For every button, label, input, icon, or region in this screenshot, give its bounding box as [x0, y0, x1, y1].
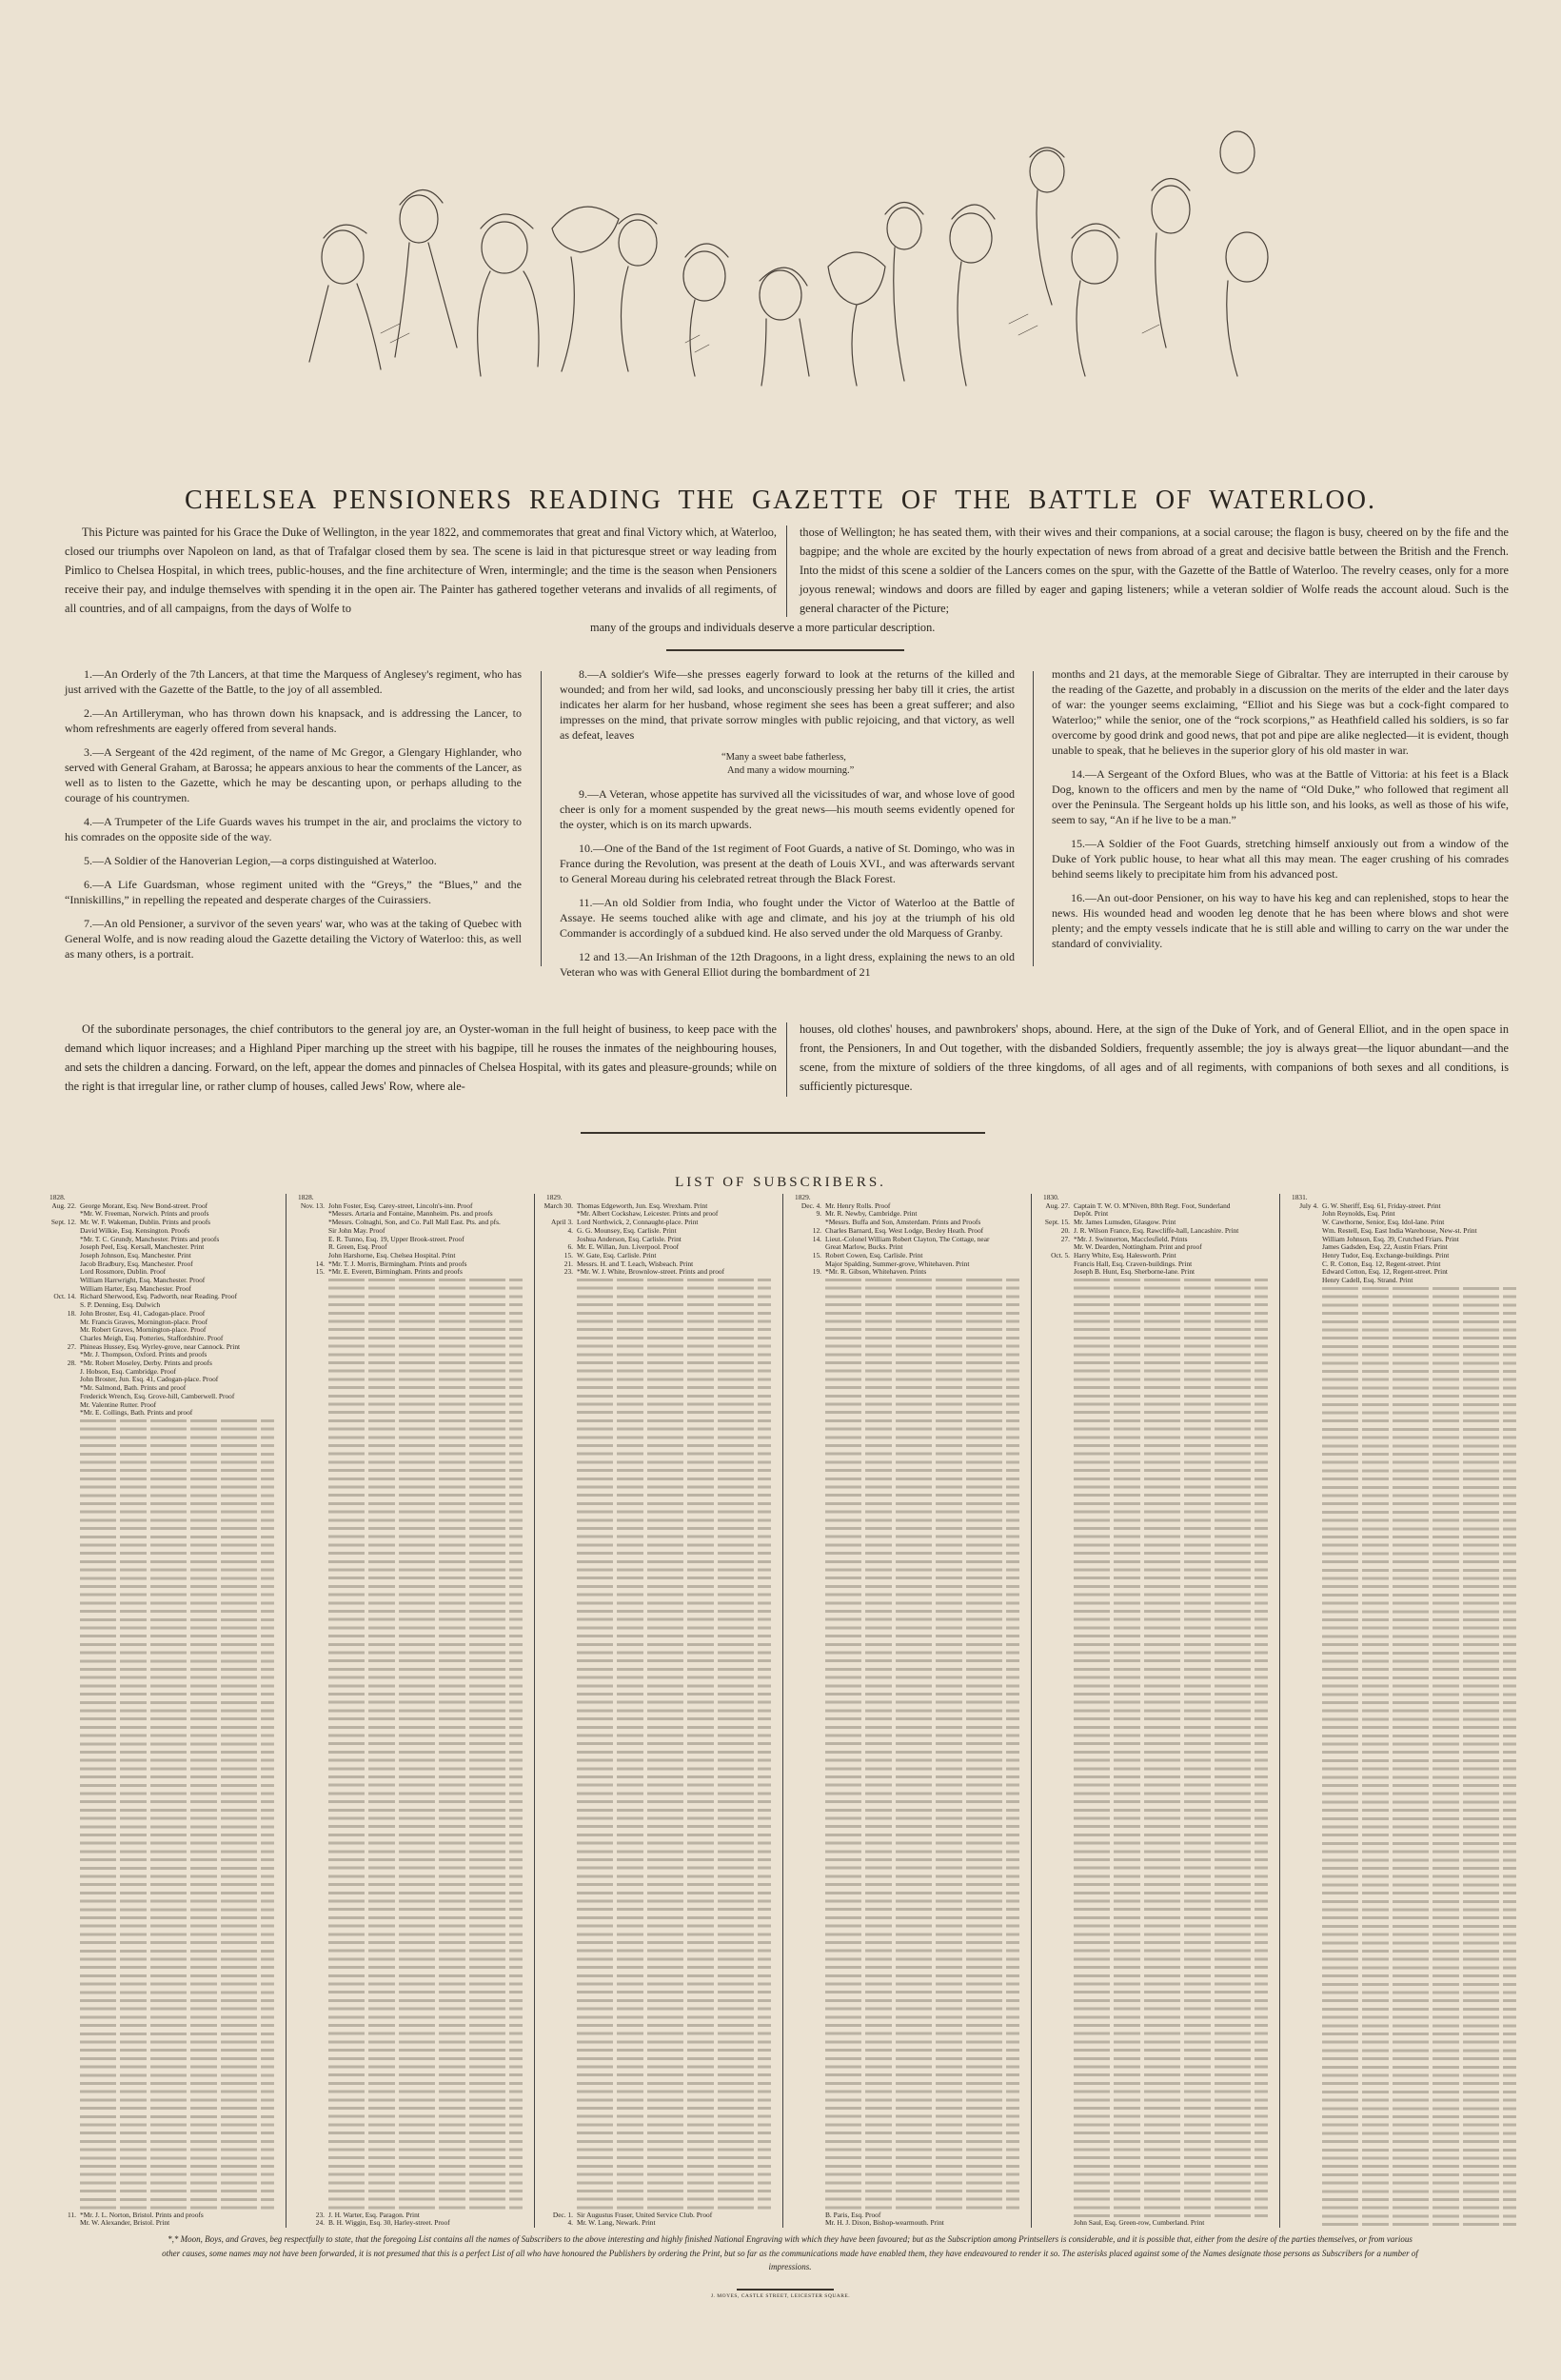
- entry-date: March 30.: [543, 1200, 573, 1210]
- entry-date: 20.: [1060, 1225, 1070, 1235]
- entry-date: Oct. 14.: [53, 1292, 76, 1301]
- entry-name: *Mr. J. L. Norton, Bristol. Prints and proofs: [80, 2210, 204, 2219]
- entry-name: W. Cawthorne, Senior, Esq. Idol-lane. Print: [1322, 1218, 1445, 1227]
- subordinate-text-left: Of the subordinate personages, the chief contributors to the general joy are, an Oyster-woman in the full height of business, to keep pace with the demand which liquor increases; and a Highland Piper marching up the street with his bagpipe, till he rouses the inmates of the neighbouring houses, and sets the children a dancing. Forward, on the left, appear the domes and pinnacles of Chelsea Hospital, with its gates and pleasure-grounds; while on the right is that irregular line, or rather clump of houses, called Jews' Row, where ale-: [65, 1022, 777, 1093]
- verse-line-2: And many a widow mourning.”: [727, 765, 855, 776]
- entry-date: 15.: [812, 1250, 821, 1259]
- entry-name: Mr. James Lumsden, Glasgow. Print: [1074, 1218, 1176, 1227]
- column-divider: [786, 1022, 787, 1097]
- entry-date: Sept. 15.: [1044, 1218, 1070, 1227]
- entry-date: [292, 1210, 328, 1219]
- entry-date: [1286, 1268, 1322, 1277]
- entry-name: Joseph Peel, Esq. Kersall, Manchester. Print: [80, 1242, 205, 1252]
- entry-date: 15.: [315, 1267, 325, 1277]
- subscriber-year: 1829.: [795, 1194, 811, 1201]
- entry-date: [1037, 2219, 1074, 2228]
- entry-name: *Messrs. Buffa and Son, Amsterdam. Prints and Proofs: [825, 1218, 981, 1227]
- subscriber-entry: [44, 1409, 280, 1418]
- entry-date: 14.: [315, 1259, 325, 1268]
- entry-name: E. R. Tunno, Esq. 19, Upper Brook-street. Proof: [328, 1234, 464, 1243]
- entry-date: [1286, 1227, 1322, 1236]
- entry-name: Harry White, Esq. Halesworth. Print: [1074, 1250, 1176, 1259]
- entry-name: Robert Cowen, Esq. Carlisle. Print: [825, 1250, 923, 1259]
- subscriber-column: [1031, 1194, 1279, 2228]
- entry-date: [44, 1368, 80, 1377]
- entry-name: Mr. R. Newby, Cambridge. Print: [825, 1209, 918, 1219]
- entry-name: John Reynolds, Esq. Print: [1322, 1209, 1395, 1219]
- description-column-1: [65, 666, 522, 970]
- description-item-16: 16.—An out-door Pensioner, on his way to have his keg and can replenished, stops to hear the news. His wounded head and wooden leg denote that he has been where blows and shot were plenty; and the empty vessels indicate that he is still able and willing to carry on the war under the standard of conviviality.: [1052, 891, 1509, 950]
- entry-date: Aug. 27.: [1045, 1200, 1070, 1210]
- sketch-figures-left: [309, 189, 657, 376]
- entry-name: Messrs. H. and T. Leach, Wisbeach. Print: [577, 1259, 694, 1268]
- entry-name: B. H. Wiggin, Esq. 30, Harley-street. Proof: [328, 2218, 450, 2228]
- entry-date: [44, 1409, 80, 1418]
- illegible-entries-filler: [80, 1419, 274, 2210]
- subscriber-entry: [292, 1268, 528, 1277]
- entry-name: S. P. Denning, Esq. Dulwich: [80, 1300, 161, 1310]
- subscriber-entry: [789, 1268, 1025, 1277]
- description-item-8: 8.—A soldier's Wife—she presses eagerly forward to look at the returns of the killed and wounded; and from her wild, sad looks, and unconsciously pressing her baby till it cries, the artist indicates her alarm for her husband, whose regiment she sees has been a great sufferer; and also impresses on the mind, that private sorrow mingles with public rejoicing, and that victory, as well as defeat, leaves: [560, 667, 1015, 742]
- subscriber-entry: [1037, 1268, 1274, 1277]
- entry-name: Lord Rossmore, Dublin. Proof: [80, 1267, 167, 1277]
- entry-name: *Mr. E. Collings, Bath. Prints and proof: [80, 1408, 193, 1418]
- column-divider: [541, 671, 542, 966]
- entry-date: Sept. 12.: [50, 1218, 76, 1227]
- printer-imprint: J. MOYES, CASTLE STREET, LEICESTER SQUARE.: [710, 2293, 851, 2299]
- entry-date: 4.: [567, 1225, 573, 1235]
- description-item-3: 3.—A Sergeant of the 42d regiment, of the name of Mc Gregor, a Glengary Highlander, who served with General Graham, at Barossa; he appears anxious to hear the comments of the Lancer, as well as to listen to the Gazette, which he may be descanting upon, or perhaps alluding to the courage of his countrymen.: [65, 745, 523, 804]
- intro-closing-line: many of the groups and individuals deserve a more particular description.: [590, 621, 936, 634]
- section-rule: [666, 649, 904, 651]
- entry-date: Nov. 13.: [300, 1200, 325, 1210]
- entry-name: Mr. Robert Graves, Mornington-place. Proof: [80, 1325, 207, 1335]
- entry-name: *Messrs. Artaria and Fontaine, Mannheim. Pts. and proofs: [328, 1209, 493, 1219]
- entry-date: [1286, 1219, 1322, 1227]
- entry-date: July 4.: [1299, 1200, 1318, 1210]
- verse-line-1: “Many a sweet babe fatherless,: [721, 752, 846, 763]
- intro-left-column: [65, 523, 777, 618]
- subscriber-year: 1828.: [49, 1194, 66, 1201]
- subscriber-entry: [44, 2219, 280, 2228]
- entry-name: Joseph Johnson, Esq. Manchester. Print: [80, 1250, 191, 1259]
- entry-date: Oct. 5.: [1051, 1250, 1070, 1259]
- entry-date: [44, 1393, 80, 1401]
- entry-name: Mr. H. J. Dixon, Bishop-wearmouth. Print: [825, 2218, 944, 2228]
- entry-name: James Gadsden, Esq. 22, Austin Friars. Print: [1322, 1242, 1448, 1252]
- entry-date: [44, 1277, 80, 1285]
- subscriber-year: 1829.: [546, 1194, 563, 1201]
- entry-name: Joshua Anderson, Esq. Carlisle. Print: [577, 1234, 682, 1243]
- entry-name: John Foster, Esq. Carey-street, Lincoln's-inn. Proof: [328, 1200, 473, 1210]
- description-item-4: 4.—A Trumpeter of the Life Guards waves his trumpet in the air, and proclaims the victory to his comrades on the opposite side of the way.: [65, 815, 522, 843]
- entry-name: *Mr. E. Everett, Birmingham. Prints and proofs: [328, 1267, 463, 1277]
- subscribers-list: [38, 1194, 1528, 2228]
- intro-text-left: This Picture was painted for his Grace the Duke of Wellington, in the year 1822, and commemorates that great and final Victory which, at Waterloo, closed our triumphs over Napoleon on land, as that of Trafalgar closed them by sea. The scene is laid in that picturesque street or way leading from Pimlico to Chelsea Hospital, in which trees, public-houses, and the fine architecture of Wren, intermingle; and the time is the season when Pensioners receive their pay, and indulge themselves with spending it in the open air. The Painter has gathered together veterans and invalids of all regiments, of all countries, and of all campaigns, from the days of Wolfe to: [65, 526, 777, 615]
- description-item-2: 2.—An Artilleryman, who has thrown down his knapsack, and is addressing the Lancer, to whom refreshments are eagerly offered from several hands.: [65, 706, 522, 735]
- entry-name: C. R. Cotton, Esq. 12, Regent-street. Print: [1322, 1259, 1441, 1268]
- entry-name: Mr. W. Lang, Newark. Print: [577, 2218, 656, 2228]
- entry-name: R. Green, Esq. Proof: [328, 1242, 387, 1252]
- sketch-figures-right: [950, 131, 1268, 386]
- subordinate-right-column: [800, 1020, 1509, 1096]
- description-item-1: 1.—An Orderly of the 7th Lancers, at that time the Marquess of Anglesey's regiment, who has just arrived with the Gazette of the Battle, to the joy of all assembled.: [65, 667, 522, 696]
- description-item-6: 6.—A Life Guardsman, whose regiment united with the “Greys,” the “Blues,” and the “Inniskillins,” in repelling the repeated and desperate charges of the Cuirassiers.: [65, 878, 522, 906]
- entry-date: [1286, 1260, 1322, 1269]
- description-column-2: [560, 666, 1015, 988]
- entry-name: Mr. W. Alexander, Bristol. Print: [80, 2218, 170, 2228]
- description-item-15: 15.—A Soldier of the Foot Guards, stretching himself anxiously out from a window of the Duke of York public house, to hear what all this may mean. The eager crushing of his comrades behind seems likely to precipitate him from his advanced post.: [1052, 837, 1509, 881]
- entry-name: Mr. Henry Rolls. Proof: [825, 1200, 891, 1210]
- subscriber-entry: [292, 2219, 528, 2228]
- illegible-entries-filler: [1074, 1279, 1268, 2217]
- entry-date: 6.: [567, 1242, 573, 1252]
- illegible-entries-filler: [1322, 1287, 1516, 2226]
- description-item-11: 11.—An old Soldier from India, who fought under the Victor of Waterloo at the Battle of Assaye. He seems touched alike with age and climate, and his joy at the triumph of his old Commander is accordingly of a subdued kind. He also served under the old Marquess of Granby.: [560, 896, 1015, 940]
- entry-date: April 3.: [551, 1218, 573, 1227]
- entry-name: J. H. Warter, Esq. Paragon. Print: [328, 2210, 420, 2219]
- subordinate-left-column: [65, 1020, 777, 1096]
- entry-name: Charles Meigh, Esq. Potteries, Staffordshire. Proof: [80, 1333, 224, 1342]
- entry-date: 23.: [563, 1267, 573, 1277]
- section-rule: [581, 1132, 985, 1134]
- entry-name: J. R. Wilson France, Esq. Rawcliffe-hall, Lancashire. Print: [1074, 1225, 1239, 1235]
- entry-name: William Johnson, Esq. 39, Crutched Friars. Print: [1322, 1234, 1459, 1243]
- publishers-footnote: *,* Moon, Boys, and Graves, beg respectfully to state, that the foregoing List contains all the names of Subscribers to the above interesting and highly finished National Engraving with which they have been favoured; but as the Subscription among Printsellers is considerable, and it is possible that, either from the desire of the parties themselves, or from various other causes, some names may not have been forwarded, it is not presumed that this is a perfect List of all who have honoured the Publishers by ordering the Print, but so far as the communications made have enabled them, they have endeavoured to render it so. The asterisks placed against some of the Names designate those persons as Subscribers for a number of impressions.: [162, 2234, 1418, 2271]
- entry-name: Richard Sherwood, Esq. Padworth, near Reading. Proof: [80, 1292, 238, 1301]
- subscriber-column: [534, 1194, 782, 2228]
- entry-date: Dec. 4.: [800, 1200, 821, 1210]
- entry-name: William Harrwright, Esq. Manchester. Proof: [80, 1276, 206, 1285]
- entry-date: [44, 1236, 80, 1244]
- description-item-12-13-continued: months and 21 days, at the memorable Siege of Gibraltar. They are interrupted in their carouse by the reading of the Gazette, and probably in a discussion on the merits of the elder and the later days of war: the younger seems exclaiming, “Elliot and his Siege was but a cock-fight compared to Waterloo;” while the senior, one of the “rock scorpions,” as Heathfield called his soldiers, is so far overcome by good drink and good news, that pot and pipe are alike neglected—it is evident, though unable to speak, that he believes in the superior glory of his old master in war.: [1052, 667, 1509, 757]
- entry-name: G. G. Mounsey, Esq. Carlisle. Print: [577, 1225, 677, 1235]
- description-item-14: 14.—A Sergeant of the Oxford Blues, who was at the Battle of Vittoria: at his feet is a Black Dog, known to the officers and men by the name of “Old Duke,” who followed that regiment all over the Peninsula. The Sergeant holds up his little son, and his looks, as well as those of his wife, seem to say, “An if he live to be a man.”: [1052, 767, 1509, 826]
- subscriber-entry: [541, 1268, 777, 1277]
- entry-name: *Mr. R. Gibson, Whitehaven. Prints: [825, 1267, 927, 1277]
- entry-name: Jacob Bradbury, Esq. Manchester. Proof: [80, 1259, 193, 1268]
- entry-date: 15.: [563, 1250, 573, 1259]
- entry-date: 18.: [67, 1308, 76, 1318]
- subscriber-column: [286, 1194, 534, 2228]
- entry-name: Mr. E. Willan, Jun. Liverpool. Proof: [577, 1242, 680, 1252]
- entry-date: [44, 1252, 80, 1260]
- entry-name: John Harshorne, Esq. Chelsea Hospital. Print: [328, 1250, 456, 1259]
- entry-date: 9.: [816, 1209, 821, 1219]
- entry-date: Aug. 22.: [51, 1200, 76, 1210]
- entry-name: Joseph B. Hunt, Esq. Sherborne-lane. Print: [1074, 1267, 1195, 1277]
- subscriber-column: [782, 1194, 1031, 2228]
- entry-name: Captain T. W. O. M'Niven, 80th Regt. Foot, Sunderland: [1074, 1200, 1231, 1210]
- entry-date: 19.: [812, 1267, 821, 1277]
- entry-name: Thomas Edgeworth, Jun. Esq. Wrexham. Print: [577, 1200, 708, 1210]
- illegible-entries-filler: [577, 1279, 771, 2210]
- entry-name: John Broster, Jun. Esq. 41, Cadogan-place. Proof: [80, 1375, 219, 1384]
- entry-name: Wm. Restell, Esq. East India Warehouse, New-st. Print: [1322, 1225, 1477, 1235]
- page-title: CHELSEA PENSIONERS READING THE GAZETTE OF THE BATTLE OF WATERLOO.: [185, 486, 1376, 515]
- entry-name: *Mr. J. Thompson, Oxford. Prints and proofs: [80, 1350, 207, 1359]
- entry-name: *Mr. T. J. Morris, Birmingham. Prints and proofs: [328, 1259, 467, 1268]
- entry-date: 4.: [567, 2218, 573, 2228]
- entry-date: 14.: [812, 1234, 821, 1243]
- entry-date: 27.: [1060, 1234, 1070, 1243]
- entry-date: 11.: [68, 2210, 76, 2219]
- entry-name: *Mr. W. J. White, Brownlow-street. Prints and proof: [577, 1267, 725, 1277]
- engraving-sketch: [286, 114, 1294, 390]
- entry-name: J. Hobson, Esq. Cambridge. Proof: [80, 1366, 177, 1376]
- entry-date: [789, 2219, 825, 2228]
- subordinate-text-right: houses, old clothes' houses, and pawnbrokers' shops, abound. Here, at the sign of the Duke of York, and of General Elliot, and in the open space in front, the Pensioners, In and Out together, with the disbanded Soldiers, frequently assemble; the joy is always great—the liquor abundant—and the scene, from the mixture of soldiers of the three kingdoms, of all ages and of all regiments, with companions of both sexes and all conditions, is sufficiently picturesque.: [800, 1022, 1509, 1093]
- subscribers-heading: LIST OF SUBSCRIBERS.: [675, 1175, 886, 1190]
- entry-name: John Saul, Esq. Green-row, Cumberland. Print: [1074, 2218, 1205, 2228]
- entry-name: John Broster, Esq. 41, Cadogan-place. Proof: [80, 1308, 206, 1318]
- entry-date: [1037, 1260, 1074, 1269]
- entry-date: [44, 1401, 80, 1410]
- subscriber-column: [38, 1194, 286, 2228]
- description-item-7: 7.—An old Pensioner, a survivor of the seven years' war, who was at the taking of Quebec with General Wolfe, and is now reading aloud the Gazette detailing the Victory of Waterloo: this, as well as many others, is a portrait.: [65, 917, 522, 961]
- entry-name: *Mr. J. Swinnerton, Macclesfield. Prints: [1074, 1234, 1188, 1243]
- entry-name: *Mr. T. C. Grundy, Manchester. Prints and proofs: [80, 1234, 220, 1243]
- illegible-entries-filler: [328, 1279, 523, 2210]
- entry-name: G. W. Sheriff, Esq. 61, Friday-street. Print: [1322, 1200, 1441, 1210]
- entry-date: [292, 1219, 328, 1227]
- entry-date: [44, 1227, 80, 1236]
- entry-name: *Messrs. Colnaghi, Son, and Co. Pall Mall East. Pts. and pfs.: [328, 1218, 501, 1227]
- entry-date: [1286, 1243, 1322, 1252]
- entry-date: [44, 1268, 80, 1277]
- entry-name: Phineas Hussey, Esq. Wyrley-grove, near Cannock. Print: [80, 1341, 241, 1351]
- sketch-figures-center: [683, 203, 923, 387]
- entry-date: [44, 1243, 80, 1252]
- entry-date: [44, 2219, 80, 2228]
- entry-name: Mr. Valentine Rutter. Proof: [80, 1399, 157, 1409]
- entry-date: [292, 1227, 328, 1236]
- entry-name: George Morant, Esq. New Bond-street. Proof: [80, 1200, 208, 1210]
- entry-name: W. Gate, Esq. Carlisle. Print: [577, 1250, 657, 1259]
- intro-right-column: [800, 523, 1509, 618]
- sketch-hatching: [381, 314, 1159, 352]
- entry-date: [44, 1326, 80, 1335]
- entry-date: [1286, 1252, 1322, 1260]
- entry-name: *Mr. Albert Cockshaw, Leicester. Prints and proof: [577, 1209, 719, 1219]
- subscriber-entry: [1286, 1277, 1522, 1285]
- entry-name: Lieut.-Colonel William Robert Clayton, The Cottage, near: [825, 1234, 990, 1243]
- illegible-entries-filler: [825, 1279, 1019, 2210]
- entry-date: [789, 2211, 825, 2220]
- entry-date: 28.: [67, 1359, 76, 1368]
- entry-name: *Mr. Salmond, Bath. Prints and proof: [80, 1383, 187, 1393]
- entry-name: Francis Hall, Esq. Craven-buildings. Print: [1074, 1259, 1193, 1268]
- entry-date: [44, 1319, 80, 1327]
- description-item-9: 9.—A Veteran, whose appetite has survived all the vicissitudes of war, and whose love of good cheer is only for a moment suspended by the great news—his mouth seems evidently opened for the oyster, which is on its march upwards.: [560, 787, 1015, 831]
- entry-date: [1286, 1236, 1322, 1244]
- entry-name: William Harter, Esq. Manchester. Proof: [80, 1283, 192, 1293]
- verse-quote: [721, 751, 1015, 778]
- entry-date: [44, 1384, 80, 1393]
- entry-name: Edward Cotton, Esq. 12, Regent-street. Print: [1322, 1267, 1448, 1277]
- entry-name: Depôt. Print: [1074, 1209, 1109, 1219]
- entry-name: Charles Barnard, Esq. West Lodge, Bexley Heath. Proof: [825, 1225, 984, 1235]
- entry-date: 21.: [563, 1259, 573, 1268]
- entry-date: [292, 1243, 328, 1252]
- entry-name: B. Paris, Esq. Proof: [825, 2210, 881, 2219]
- column-divider: [1033, 671, 1034, 966]
- entry-date: [1286, 1277, 1322, 1285]
- entry-date: [292, 1236, 328, 1244]
- entry-name: David Wilkie, Esq. Kensington. Proofs: [80, 1225, 190, 1235]
- entry-name: Major Spalding, Summer-grove, Whitehaven. Print: [825, 1259, 970, 1268]
- entry-date: 27.: [67, 1341, 76, 1351]
- entry-name: Henry Cadell, Esq. Strand. Print: [1322, 1276, 1413, 1285]
- footer-rule: [737, 2289, 834, 2291]
- subscriber-year: 1830.: [1043, 1194, 1059, 1201]
- subscriber-year: 1828.: [298, 1194, 314, 1201]
- subscriber-year: 1831.: [1292, 1194, 1308, 1201]
- description-column-3: [1052, 666, 1509, 960]
- entry-name: *Mr. W. Freeman, Norwich. Prints and proofs: [80, 1209, 209, 1219]
- description-item-5: 5.—A Soldier of the Hanoverian Legion,—a corps distinguished at Waterloo.: [84, 854, 437, 867]
- subscriber-column: [1279, 1194, 1528, 2228]
- entry-date: 24.: [315, 2218, 325, 2228]
- intro-text-right: those of Wellington; he has seated them, with their wives and their companions, at a social carouse; the flagon is busy, cheered on by the fife and the bagpipe; and the whole are excited by the hourly expectation of news from abroad of a great and decisive battle between the British and the French. Into the midst of this scene a soldier of the Lancers comes on the spur, with the Gazette of the Battle of Waterloo. The revelry ceases, only for a more joyous renewal; windows and doors are filled by eager and gaping listeners; while a veteran soldier of Wolfe reads the account aloud. Such is the general character of the Picture;: [800, 526, 1509, 615]
- entry-name: Sir Augustus Fraser, United Service Club. Proof: [577, 2210, 713, 2219]
- entry-date: [1286, 1210, 1322, 1219]
- entry-name: Henry Tudor, Esq. Exchange-buildings. Print: [1322, 1250, 1450, 1259]
- entry-name: Sir John May. Proof: [328, 1225, 385, 1235]
- column-divider: [786, 526, 787, 617]
- entry-date: [1037, 1268, 1074, 1277]
- entry-name: Great Marlow, Bucks. Print: [825, 1242, 903, 1252]
- description-item-12-13: 12 and 13.—An Irishman of the 12th Dragoons, in a light dress, explaining the news to an old Veteran who was with General Elliot during the bombardment of 21: [560, 950, 1015, 979]
- entry-name: Mr. W. F. Wakeman, Dublin. Prints and proofs: [80, 1218, 211, 1227]
- description-item-10: 10.—One of the Band of the 1st regiment of Foot Guards, a native of St. Domingo, who was in France during the Revolution, was present at the death of Louis XVI., and was afterwards servant to General Moreau during his celebrated retreat through the Black Forest.: [560, 842, 1015, 885]
- entry-name: Lord Northwick, 2, Connaught-place. Print: [577, 1218, 699, 1227]
- entry-name: Mr. W. Dearden, Nottingham. Print and proof: [1074, 1242, 1202, 1252]
- entry-name: *Mr. Robert Moseley, Derby. Prints and proofs: [80, 1359, 212, 1368]
- subscriber-entry: [1037, 2219, 1274, 2228]
- subscriber-entry: [789, 2219, 1025, 2228]
- entry-date: 23.: [315, 2210, 325, 2219]
- entry-name: Mr. Francis Graves, Mornington-place. Proof: [80, 1317, 208, 1326]
- entry-date: Dec. 1.: [552, 2210, 573, 2219]
- subscriber-entry: [541, 2219, 777, 2228]
- entry-date: 12.: [812, 1225, 821, 1235]
- entry-name: Frederick Wrench, Esq. Grove-hill, Camberwell. Proof: [80, 1391, 235, 1400]
- entry-date: [44, 1260, 80, 1269]
- entry-date: [44, 1376, 80, 1384]
